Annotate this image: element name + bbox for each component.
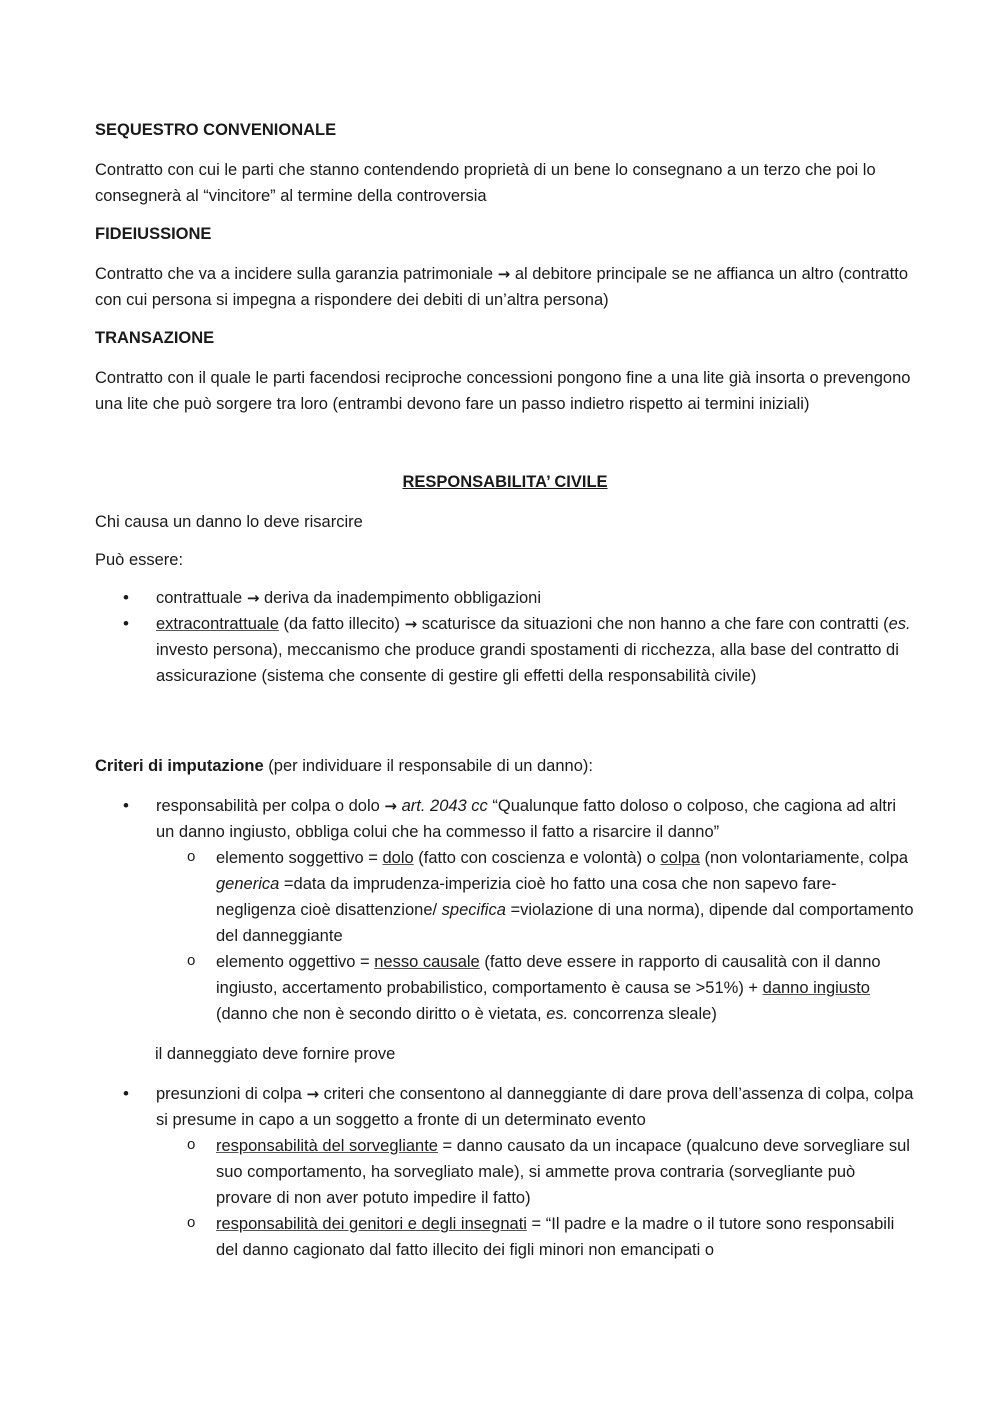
- italic-es: es.: [546, 1005, 569, 1023]
- sublist-item-soggettivo: [156, 845, 915, 949]
- text-span: (per individuare il responsabile di un danno):: [263, 757, 593, 775]
- text-span: =data da imprudenza-imperizia cioè ho fatto una cosa che non sapevo fare-negligenza cioè disattenzione/: [216, 875, 837, 919]
- text-span: (fatto con coscienza e volontà) o: [413, 849, 661, 867]
- underlined-term: responsabilità dei genitori e degli insegnati: [216, 1215, 527, 1233]
- italic-article: art. 2043 cc: [401, 797, 488, 815]
- paragraph-criteri-title: [95, 753, 915, 779]
- underlined-term: dolo: [382, 849, 414, 867]
- italic-term: specifica: [441, 901, 506, 919]
- text-span: = danno causato da un incapace (qualcuno deve sorvegliare sul suo comportamento, ha sorvegliato male), si ammette prova contraria (sorvegliante può provare di non aver potuto impedire il fatto): [216, 1137, 910, 1207]
- section-title-sequestro: SEQUESTRO CONVENIONALE: [95, 121, 337, 139]
- paragraph-transazione: Contratto con il quale le parti facendosi reciproche concessioni pongono fine a una lite già insorta o prevengono una lite che può sorgere tra loro (entrambi devono fare un passo indietro rispetto ai termini iniziali): [95, 369, 911, 413]
- arrow-right-icon: →: [246, 589, 260, 607]
- list-item-colpa-dolo: [95, 793, 915, 1027]
- italic-es: es.: [888, 615, 911, 633]
- sublist-presunzioni: [156, 1133, 915, 1263]
- arrow-right-icon: →: [384, 797, 397, 815]
- paragraph-intro: Chi causa un danno lo deve risarcire: [95, 513, 363, 531]
- text-span: =violazione di una norma), dipende dal comportamento del danneggiante: [216, 901, 914, 945]
- spacer: [95, 701, 915, 753]
- section-title-fideiussione: FIDEIUSSIONE: [95, 225, 212, 243]
- list-criteri: [95, 793, 915, 1027]
- arrow-right-icon: →: [306, 1085, 320, 1103]
- list-item-extracontrattuale: [95, 611, 915, 689]
- sublist-item-genitori: [156, 1211, 915, 1263]
- list-responsabilita-types: [95, 585, 915, 689]
- text-span: “Qualunque fatto doloso o colposo, che cagiona ad altri un danno ingiusto, obbliga colui che ha commesso il fatto a risarcire il danno”: [156, 797, 897, 841]
- paragraph-fideiussione: [95, 261, 915, 313]
- text-span: responsabilità per colpa o dolo: [156, 797, 380, 815]
- sublist-elementi: [156, 845, 915, 1027]
- text-span: Contratto che va a incidere sulla garanzia patrimoniale: [95, 265, 494, 283]
- text-span: al debitore principale se ne affianca un altro (contratto con cui persona si impegna a rispondere dei debiti di un’altra persona): [95, 265, 909, 309]
- list-item-contrattuale: [95, 585, 915, 611]
- text-span: (non volontariamente, colpa: [699, 849, 909, 867]
- text-span: elemento oggettivo =: [216, 953, 375, 971]
- underlined-term: nesso causale: [374, 953, 480, 971]
- underlined-term: extracontrattuale: [156, 615, 279, 633]
- text-span: deriva da inadempimento obbligazioni: [259, 589, 542, 607]
- arrow-right-icon: →: [497, 265, 511, 283]
- text-span: (danno che non è secondo diritto o è vietata,: [216, 1005, 547, 1023]
- italic-term: generica: [216, 875, 280, 893]
- text-span: (da fatto illecito): [278, 615, 400, 633]
- underlined-term: responsabilità del sorvegliante: [216, 1137, 438, 1155]
- document-page: [95, 117, 915, 1275]
- heading-responsabilita-civile: RESPONSABILITA’ CIVILE: [402, 473, 608, 491]
- underlined-term: danno ingiusto: [762, 979, 870, 997]
- text-span: contrattuale: [156, 589, 243, 607]
- text-span: elemento soggettivo =: [216, 849, 383, 867]
- text-span: scaturisce da situazioni che non hanno a che fare con contratti (: [417, 615, 889, 633]
- arrow-right-icon: →: [404, 615, 418, 633]
- text-span: criteri che consentono al danneggiante di dare prova dell’assenza di colpa, colpa si presume in capo a un soggetto a fronte di un determinato evento: [156, 1085, 914, 1129]
- text-span: investo persona), meccanismo che produce grandi spostamenti di ricchezza, alla base del contratto di assicurazione (sistema che consente di gestire gli effetti della responsabilità civile): [156, 641, 899, 685]
- text-span: = “Il padre e la madre o il tutore sono responsabili del danno cagionato dal fatto illecito dei figli minori non emancipati o: [216, 1215, 895, 1259]
- list-item-presunzioni: [95, 1081, 915, 1263]
- bold-term: Criteri di imputazione: [95, 757, 264, 775]
- paragraph-puo-essere: Può essere:: [95, 551, 184, 569]
- text-span: presunzioni di colpa: [156, 1085, 302, 1103]
- text-span: concorrenza sleale): [568, 1005, 717, 1023]
- sublist-item-sorvegliante: [156, 1133, 915, 1211]
- sublist-item-oggettivo: [156, 949, 915, 1027]
- section-title-transazione: TRANSAZIONE: [95, 329, 215, 347]
- note-prove: il danneggiato deve fornire prove: [155, 1045, 396, 1063]
- paragraph-sequestro: Contratto con cui le parti che stanno contendendo proprietà di un bene lo consegnano a un terzo che poi lo consegnerà al “vincitore” al termine della controversia: [95, 161, 876, 205]
- text-span: (fatto deve essere in rapporto di causalità con il danno ingiusto, accertamento probabilistico, comportamento è causa se >51%) +: [216, 953, 881, 997]
- underlined-term: colpa: [660, 849, 700, 867]
- list-presunzioni: [95, 1081, 915, 1263]
